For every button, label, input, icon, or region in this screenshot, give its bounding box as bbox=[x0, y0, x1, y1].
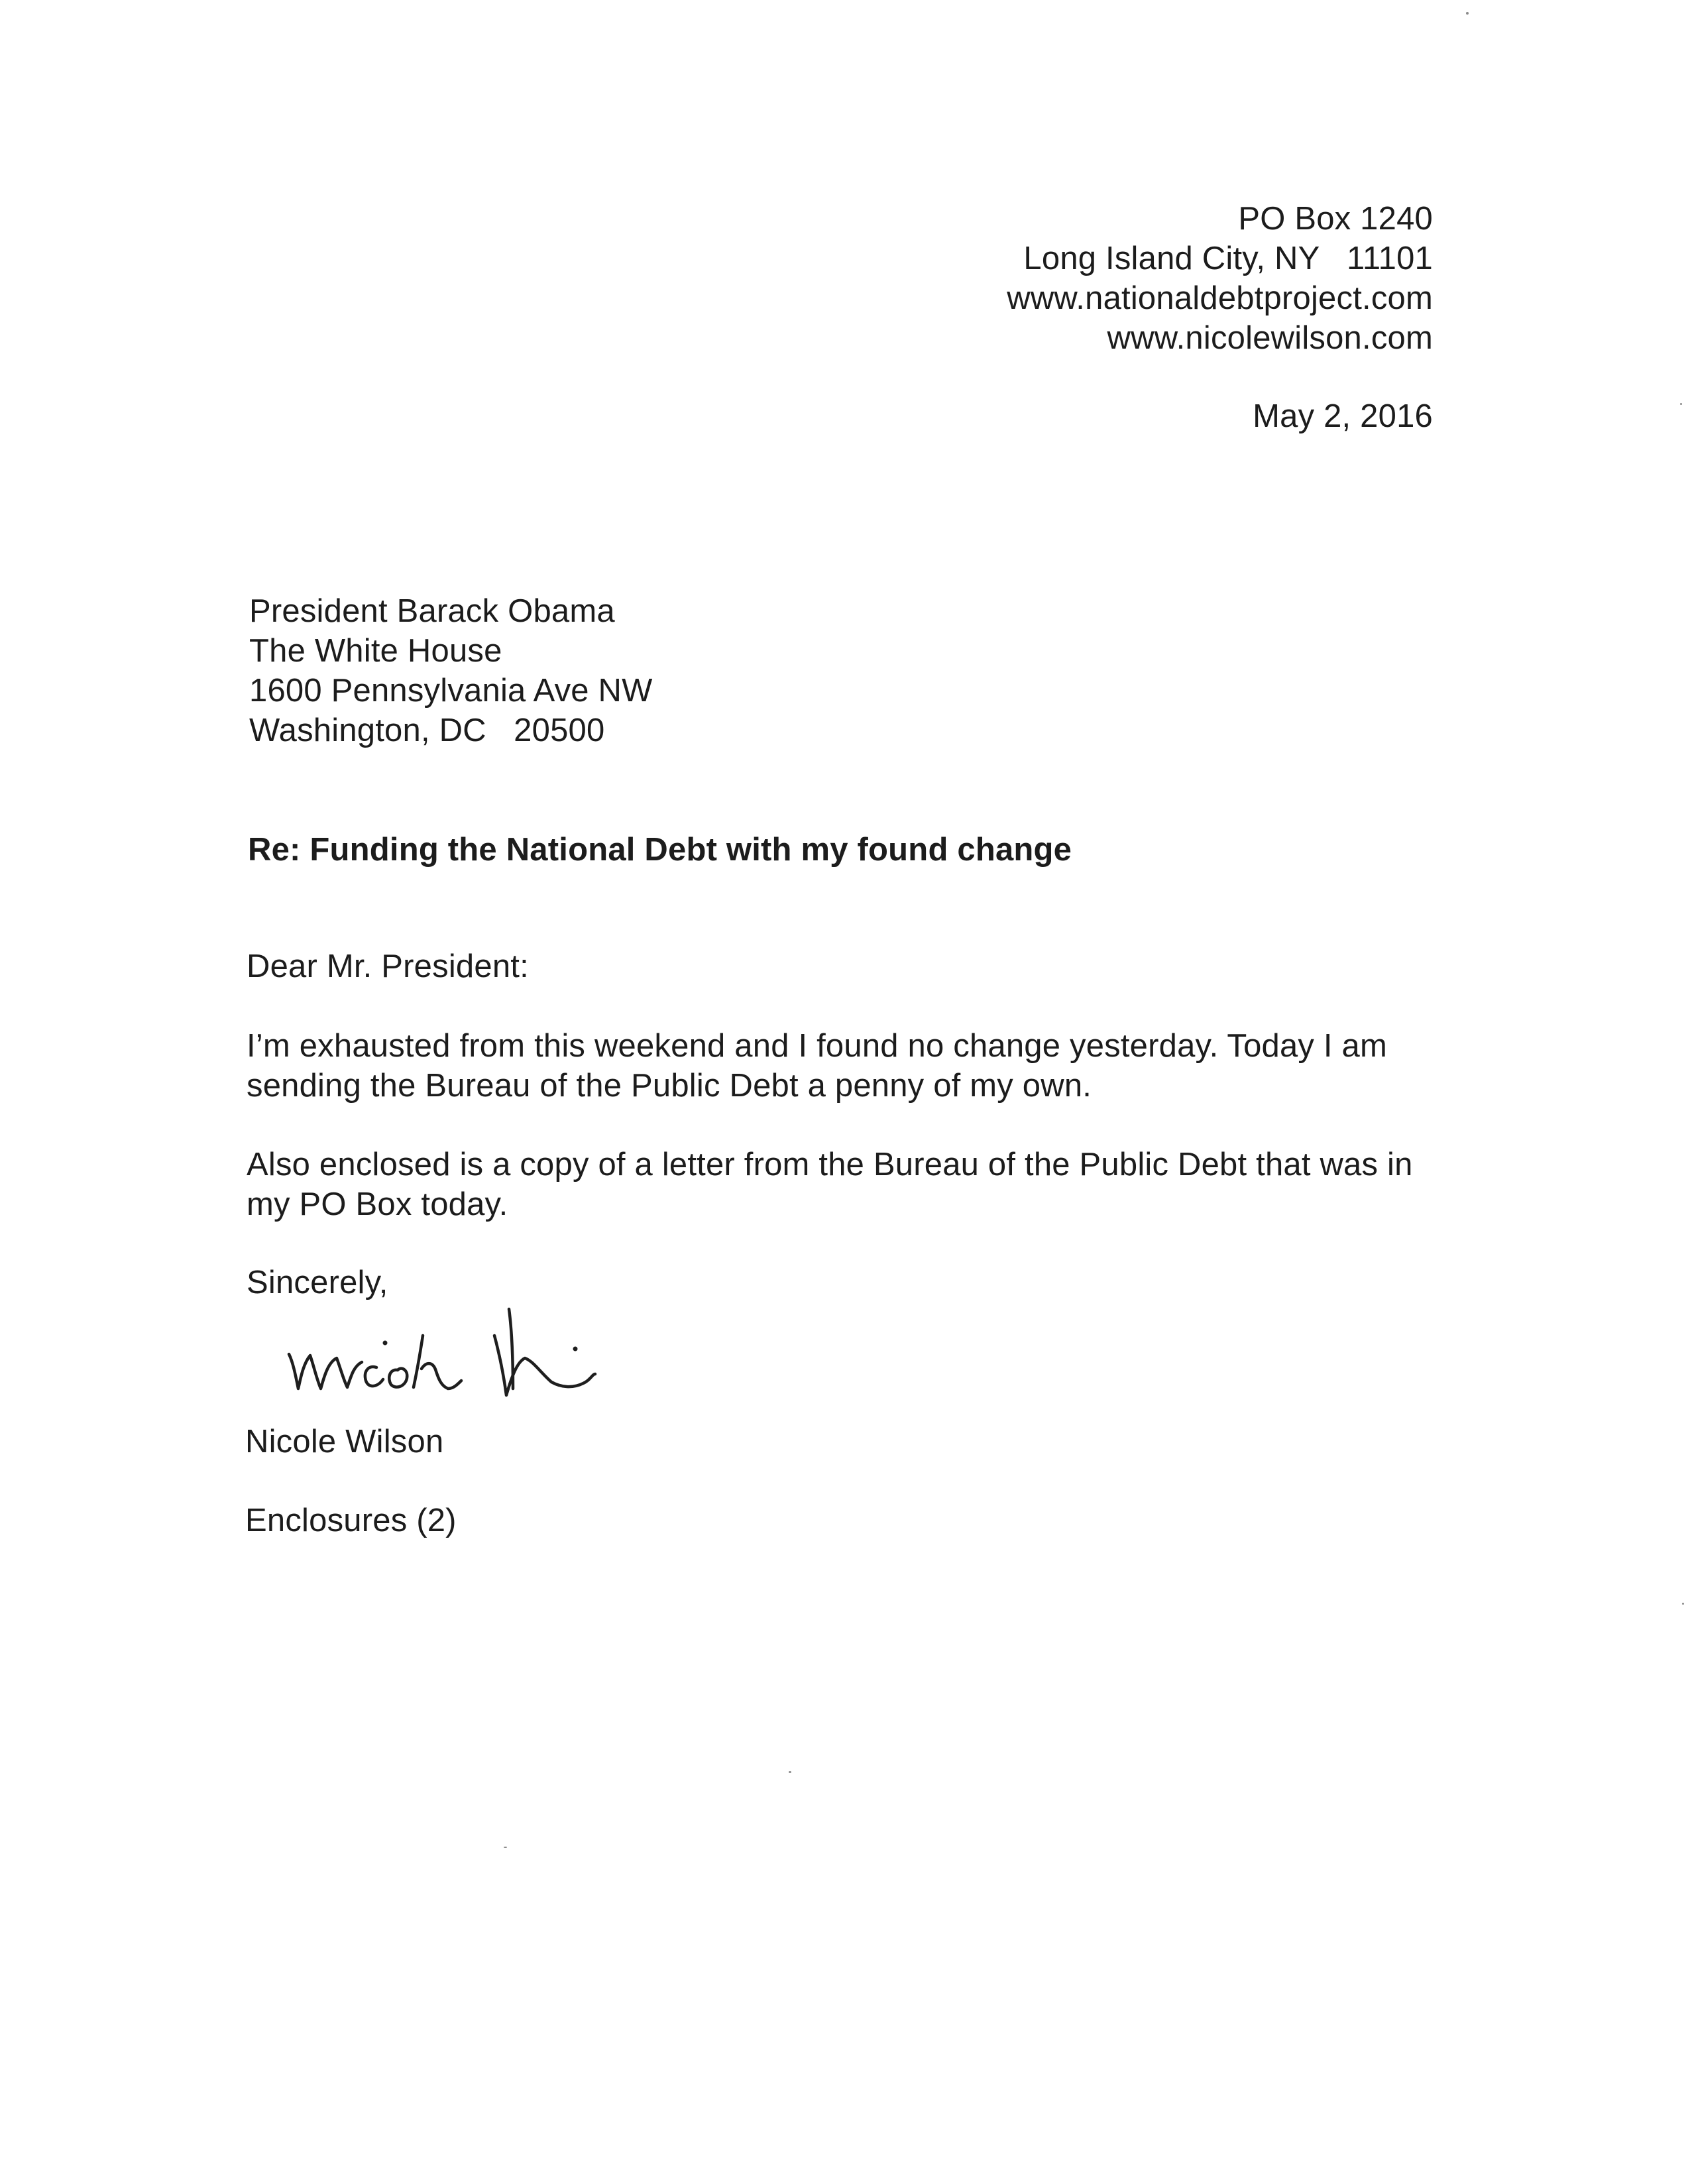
body-paragraph1-line1: I’m exhausted from this weekend and I found no change yesterday. Today I am bbox=[247, 1028, 1388, 1064]
sender-website-1: www.nationaldebtproject.com bbox=[1007, 280, 1433, 316]
sender-address-line1: PO Box 1240 bbox=[1238, 201, 1433, 237]
recipient-line3: 1600 Pennsylvania Ave NW bbox=[249, 673, 653, 709]
recipient-line4: Washington, DC 20500 bbox=[249, 713, 605, 748]
signature-name: Nicole Wilson bbox=[245, 1424, 444, 1460]
recipient-line2: The White House bbox=[249, 633, 502, 669]
body-paragraph2-line2: my PO Box today. bbox=[247, 1186, 508, 1222]
recipient-name: President Barack Obama bbox=[249, 593, 615, 629]
body-paragraph2-line1: Also enclosed is a copy of a letter from the Bureau of the Public Debt that was in bbox=[247, 1147, 1413, 1182]
letter-date: May 2, 2016 bbox=[1253, 398, 1433, 434]
sender-address-line2: Long Island City, NY 11101 bbox=[1023, 241, 1433, 276]
enclosures-note: Enclosures (2) bbox=[245, 1503, 457, 1538]
subject-line: Re: Funding the National Debt with my found change bbox=[248, 832, 1072, 868]
body-paragraph1-line2: sending the Bureau of the Public Debt a penny of my own. bbox=[247, 1068, 1092, 1104]
sender-website-2: www.nicolewilson.com bbox=[1107, 320, 1433, 356]
closing: Sincerely, bbox=[247, 1265, 388, 1300]
salutation: Dear Mr. President: bbox=[247, 948, 529, 984]
handwritten-signature bbox=[284, 1289, 668, 1415]
